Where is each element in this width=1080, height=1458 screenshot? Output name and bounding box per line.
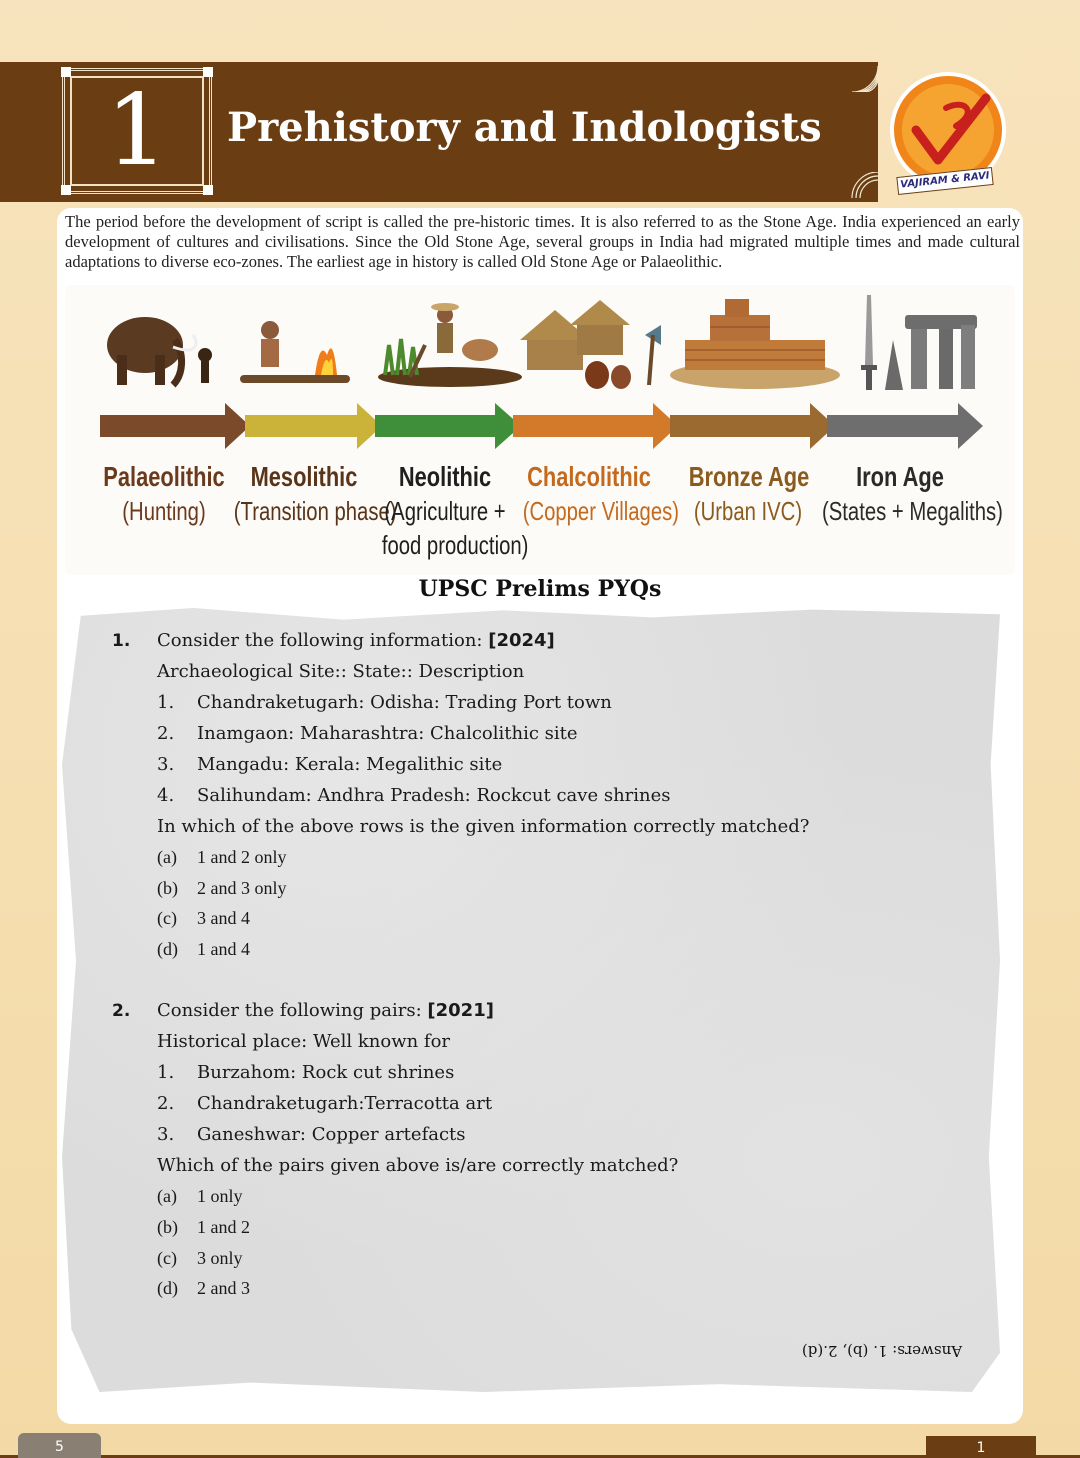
item-number: 2. — [157, 723, 175, 744]
option-text: 3 only — [197, 1248, 243, 1268]
option-text: 2 and 3 only — [197, 878, 287, 898]
arrow-neolithic — [375, 403, 521, 449]
question-ask: In which of the above rows is the given information correctly matched? — [157, 816, 810, 837]
arrow-bronze-age — [670, 403, 835, 449]
arrow-iron-age — [827, 403, 983, 449]
arrow-mesolithic — [245, 403, 382, 449]
option-text: 1 and 2 — [197, 1217, 250, 1237]
campfire-icon — [240, 321, 350, 383]
question-year: [2021] — [427, 1000, 494, 1021]
question-subheader: Historical place: Well known for — [157, 1031, 451, 1052]
option-label: (d) — [157, 1278, 178, 1298]
chapter-number: 1 — [105, 74, 169, 188]
item-number: 4. — [157, 785, 175, 806]
timeline-stage-iron-age: Iron Age (States + Megaliths) — [822, 461, 1003, 526]
option-text: 1 only — [197, 1186, 243, 1206]
mammoth-hunt-icon — [107, 317, 212, 385]
question-ask: Which of the pairs given above is/are correctly matched? — [157, 1155, 679, 1176]
item-text: Inamgaon: Maharashtra: Chalcolithic site — [197, 723, 578, 744]
question-stem — [157, 630, 555, 651]
chapter-title: Prehistory and Indologists — [227, 104, 822, 151]
item-number: 1. — [157, 692, 175, 713]
item-number: 3. — [157, 1124, 175, 1145]
question-subheader: Archaeological Site:: State:: Description — [157, 661, 525, 682]
farming-icon — [378, 303, 522, 387]
option-label: (b) — [157, 1217, 178, 1237]
item-number: 2. — [157, 1093, 175, 1114]
arrow-palaeolithic — [100, 403, 250, 449]
option-text: 3 and 4 — [197, 908, 250, 928]
intro-paragraph: The period before the development of script is called the pre-historic times. It is also referred to as the Stone Age. India experienced an early development of cultures and civilisations. Since the Old Stone Age, several groups in India had migrated multiple times and made cultural adaptations to diverse eco-zones. The earliest age in history is called Old Stone Age or Palaeolithic. — [65, 212, 1020, 271]
timeline-stage-chalcolithic: Chalcolithic (Copper Villages) — [522, 461, 680, 526]
timeline-stage-neolithic: Neolithic (Agriculture + food production) — [381, 461, 529, 560]
item-text: Mangadu: Kerala: Megalithic site — [197, 754, 503, 775]
footer-left-number: 5 — [55, 1439, 64, 1455]
question-number: 2. — [112, 1001, 131, 1021]
footer-page-number: 1 — [976, 1440, 986, 1456]
city-icon — [670, 299, 840, 389]
arrow-chalcolithic — [513, 403, 678, 449]
item-text: Chandraketugarh:Terracotta art — [197, 1093, 493, 1114]
answers-upside-down: Answers: 1. (b), 2.(d) — [801, 1342, 963, 1360]
corner-decoration-bottom — [848, 172, 878, 202]
footer-page-tab-right — [926, 1436, 1036, 1458]
item-text: Chandraketugarh: Odisha: Trading Port town — [197, 692, 612, 713]
item-text: Salihundam: Andhra Pradesh: Rockcut cave shrines — [197, 785, 671, 806]
question-stem-text: Consider the following information: — [157, 630, 489, 651]
option-label: (c) — [157, 1248, 177, 1268]
question-number: 1. — [112, 631, 131, 651]
timeline-illustrations — [65, 285, 1015, 460]
footer-page-tab-left — [18, 1433, 101, 1458]
timeline-stage-palaeolithic: Palaeolithic (Hunting) — [103, 461, 225, 526]
option-text: 1 and 2 only — [197, 847, 287, 867]
village-icon — [520, 300, 661, 389]
item-text: Ganeshwar: Copper artefacts — [197, 1124, 466, 1145]
question-stem-text: Consider the following pairs: — [157, 1000, 428, 1021]
option-label: (b) — [157, 878, 178, 898]
item-number: 3. — [157, 754, 175, 775]
option-text: 1 and 4 — [197, 939, 250, 959]
item-text: Burzahom: Rock cut shrines — [197, 1062, 455, 1083]
pyq-heading: UPSC Prelims PYQs — [418, 576, 662, 602]
corner-decoration-top — [848, 62, 878, 92]
option-label: (a) — [157, 1186, 177, 1206]
option-label: (a) — [157, 847, 177, 867]
question-year: [2024] — [488, 630, 555, 651]
megalith-icon — [861, 295, 977, 390]
item-number: 1. — [157, 1062, 175, 1083]
option-text: 2 and 3 — [197, 1278, 250, 1298]
timeline-stage-mesolithic: Mesolithic (Transition phase) — [233, 461, 397, 526]
logo-wordmark: VAJIRAM & RAVI — [896, 167, 993, 195]
timeline-stage-bronze-age: Bronze Age (Urban IVC) — [688, 461, 810, 526]
option-label: (d) — [157, 939, 178, 959]
option-label: (c) — [157, 908, 177, 928]
question-stem — [157, 1000, 494, 1021]
